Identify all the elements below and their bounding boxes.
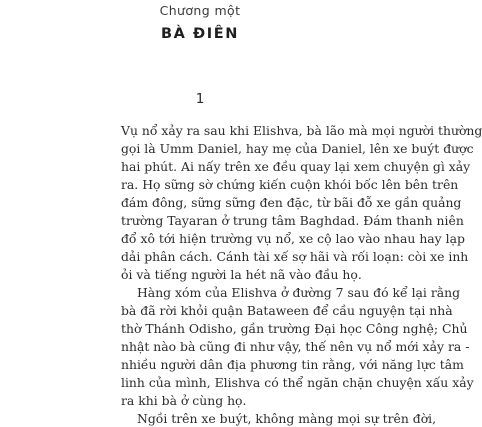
chapter-label: Chương một xyxy=(159,3,241,18)
paragraph-line: ra. Họ sững sờ chứng kiến cuộn khói bốc lên bên trên xyxy=(121,177,459,192)
paragraph-line: đám đông, sững sững đen đặc, từ bãi đỗ xe gần quảng xyxy=(121,195,462,210)
paragraph-line: trường Tayaran ở trung tâm Baghdad. Đám thanh niên xyxy=(121,213,464,228)
paragraph-line: Vụ nổ xảy ra sau khi Elishva, bà lão mà mọi người thường xyxy=(121,123,482,138)
paragraph-line: đổ xô tới hiện trường vụ nổ, xe cộ lao vào nhau hay lạp xyxy=(121,231,465,246)
paragraph-line: nhiều người dân địa phương tin rằng, với năng lực tâm xyxy=(121,357,464,372)
section-number: 1 xyxy=(195,91,205,107)
paragraph-line: dải phân cách. Cánh tài xế sợ hãi và rối loạn: còi xe inh xyxy=(121,249,469,264)
paragraph-line: thờ Thánh Odisho, gần trường Đại học Công nghệ; Chủ xyxy=(121,321,468,336)
paragraph-line: Hàng xóm của Elishva ở đường 7 sau đó kể lại rằng xyxy=(137,285,461,300)
paragraph-line: bà đã rời khỏi quận Bataween để cầu nguyện tại nhà xyxy=(121,303,453,318)
paragraph-line: ỏi và tiếng người la hét nã vào đầu họ. xyxy=(121,267,362,282)
paragraph-line: linh của mình, Elishva có thể ngăn chặn chuyện xấu xảy xyxy=(121,375,474,390)
paragraph-line: hai phút. Ai nấy trên xe đều quay lại xem chuyện gì xảy xyxy=(121,159,471,174)
chapter-title: BÀ ĐIÊN xyxy=(160,26,240,42)
paragraph-line: gọi là Umm Daniel, hay mẹ của Daniel, lên xe buýt được xyxy=(121,141,474,156)
paragraph-line: nhật nào bà cũng đi như vậy, thế nên vụ nổ mới xảy ra - xyxy=(121,339,470,354)
paragraph-line: ra khi bà ở cùng họ. xyxy=(121,393,247,408)
paragraph-line: Ngồi trên xe buýt, không màng mọi sự trên đời, xyxy=(137,411,437,426)
